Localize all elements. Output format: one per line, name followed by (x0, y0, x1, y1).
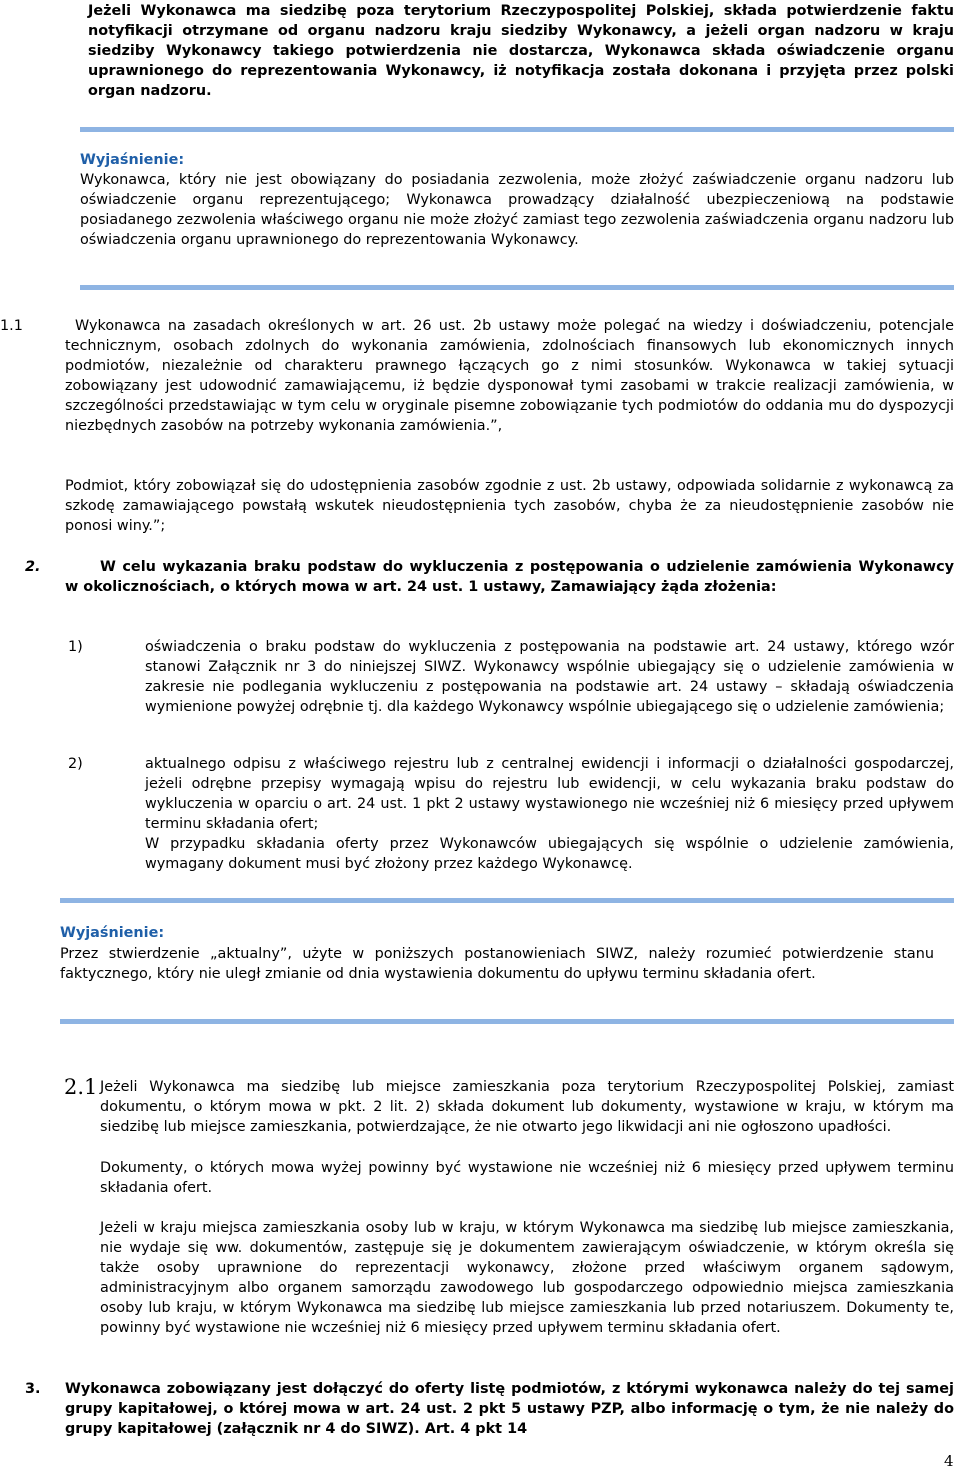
section-3-paragraph: Wykonawca zobowiązany jest dołączyć do oferty listę podmiotów, z którymi wykonawca należy do tej samej grupy kapitałowej, o której mowa w art. 24 ust. 2 pkt 5 ustawy PZP, albo informację o tym, że nie należy do grupy kapitałowej (załącznik nr 4 do SIWZ). Art. 4 pkt 14 (65, 1381, 954, 1437)
explanation-top-rule (80, 127, 954, 132)
section-number: 2.1 (64, 1075, 98, 1099)
section-2-1-paragraph: Jeżeli Wykonawca ma siedzibę lub miejsce zamieszkania poza terytorium Rzeczypospolitej Polskiej, zamiast dokumentu, o którym mowa w pkt. 2 lit. 2) składa dokument lub dokumenty, wystawione w kraju, w którym ma siedzibę lub miejsce zamieszkania, potwierdzające, że nie otwarto jego likwidacji ani nie ogłoszono upadłości. (100, 1079, 954, 1135)
section-2-heading: W celu wykazania braku podstaw do wykluczenia z postępowania o udzielenie zamówienia Wykonawcy w okolicznościach, o których mowa w art. 24 ust. 1 ustawy, Zamawiający żąda złożenia: (65, 559, 954, 595)
list-marker: 1) (68, 639, 83, 655)
list-item: aktualnego odpisu z właściwego rejestru lub z centralnej ewidencji i informacji o działalności gospodarczej, jeżeli odrębne przepisy wymagają wpisu do rejestru lub ewidencji, w celu wykazania braku podstaw do wykluczenia w oparciu o art. 24 ust. 1 pkt 2 ustawy wystawionego nie wcześniej niż 6 miesięcy przed upływem terminu składania ofert; (145, 756, 954, 832)
explanation-text: Przez stwierdzenie „aktualny”, użyte w poniższych postanowieniach SIWZ, należy rozumieć potwierdzenie stanu faktycznego, który nie uległ zmianie od dnia wystawienia dokumentu do upływu terminu składania ofert. (60, 946, 934, 982)
section-1-1-paragraph: Wykonawca na zasadach określonych w art. 26 ust. 2b ustawy może polegać na wiedzy i doświadczeniu, potencjale technicznym, osobach zdolnych do wykonania zamówienia, zdolnościach finansowych lub ekonomicznych innych podmiotów, niezależnie od charakteru prawnego łączących go z nimi stosunków. Wykonawca w takiej sytuacji zobowiązany jest udowodnić zamawiającemu, iż będzie dysponował tymi zasobami w trakcie realizacji zamówienia, w szczególności przedstawiając w tym celu w oryginale pisemne zobowiązanie tych podmiotów do oddania mu do dyspozycji niezbędnych zasobów na potrzeby wykonania zamówienia.”, (65, 318, 954, 434)
list-item: oświadczenia o braku podstaw do wykluczenia z postępowania na podstawie art. 24 ustawy, którego wzór stanowi Załącznik nr 3 do niniejszej SIWZ. Wykonawcy wspólnie ubiegający się o udzielenie zamówienia w zakresie nie podlegania wykluczeniu z postępowania na podstawie art. 24 ustawy – składają oświadczenia wymienione powyżej odrębnie tj. dla każdego Wykonawcy wspólnie ubiegającego się o udzielenie zamówienia; (145, 639, 954, 715)
explanation-bottom-rule (60, 1019, 954, 1024)
section-2-1-validity-paragraph: Dokumenty, o których mowa wyżej powinny być wystawione nie wcześniej niż 6 miesięcy przed upływem terminu składania ofert. (100, 1160, 954, 1196)
section-number: 2. (25, 559, 41, 575)
list-item-note: W przypadku składania oferty przez Wykonawców ubiegających się wspólnie o udzielenie zamówienia, wymagany dokument musi być złożony przez każdego Wykonawcę. (145, 836, 954, 872)
page-number: 4 (944, 1452, 954, 1470)
explanation-top-rule (60, 898, 954, 903)
explanation-text: Wykonawca, który nie jest obowiązany do posiadania zezwolenia, może złożyć zaświadczenie organu nadzoru lub oświadczenie organu reprezentującego; Wykonawca prowadzący działalność ubezpieczeniową na podstawie posiadanego zezwolenia właściwego organu nie może złożyć zamiast tego zezwolenia zaświadczenia organu nadzoru lub oświadczenia organu uprawnionego do reprezentowania Wykonawcy. (80, 172, 954, 248)
explanation-heading: Wyjaśnienie: (80, 152, 185, 168)
section-number: 1.1 (0, 318, 23, 334)
section-number: 3. (25, 1381, 41, 1397)
intro-paragraph: Jeżeli Wykonawca ma siedzibę poza terytorium Rzeczypospolitej Polskiej, składa potwierdzenie faktu notyfikacji otrzymane od organu nadzoru kraju siedziby Wykonawcy, a jeżeli organ nadzoru w kraju siedziby Wykonawcy takiego potwierdzenia nie dostarcza, Wykonawca składa oświadczenie organu uprawnionego do reprezentowania Wykonawcy, iż notyfikacja została dokonana i przyjęta przez polski organ nadzoru. (88, 3, 954, 99)
section-1-1-liability-paragraph: Podmiot, który zobowiązał się do udostępnienia zasobów zgodnie z ust. 2b ustawy, odpowiada solidarnie z wykonawcą za szkodę zamawiającego powstałą wskutek nieudostępnienia tych zasobów, chyba że za nieudostępnienie zasobów nie ponosi winy.”; (65, 478, 954, 534)
section-2-1-substitute-paragraph: Jeżeli w kraju miejsca zamieszkania osoby lub w kraju, w którym Wykonawca ma siedzibę lub miejsce zamieszkania, nie wydaje się ww. dokumentów, zastępuje się je dokumentem zawierającym oświadczenie, w którym określa się także osoby uprawnione do reprezentacji wykonawcy, złożone przed właściwym organem sądowym, administracyjnym albo organem samorządu zawodowego lub gospodarczego odpowiednio miejsca zamieszkania osoby lub kraju, w którym Wykonawca ma siedzibę lub miejsce zamieszkania lub przed notariuszem. Dokumenty te, powinny być wystawione nie wcześniej niż 6 miesięcy przed upływem terminu składania ofert. (100, 1220, 954, 1336)
explanation-bottom-rule (80, 285, 954, 290)
explanation-heading: Wyjaśnienie: (60, 925, 165, 941)
list-marker: 2) (68, 756, 83, 772)
